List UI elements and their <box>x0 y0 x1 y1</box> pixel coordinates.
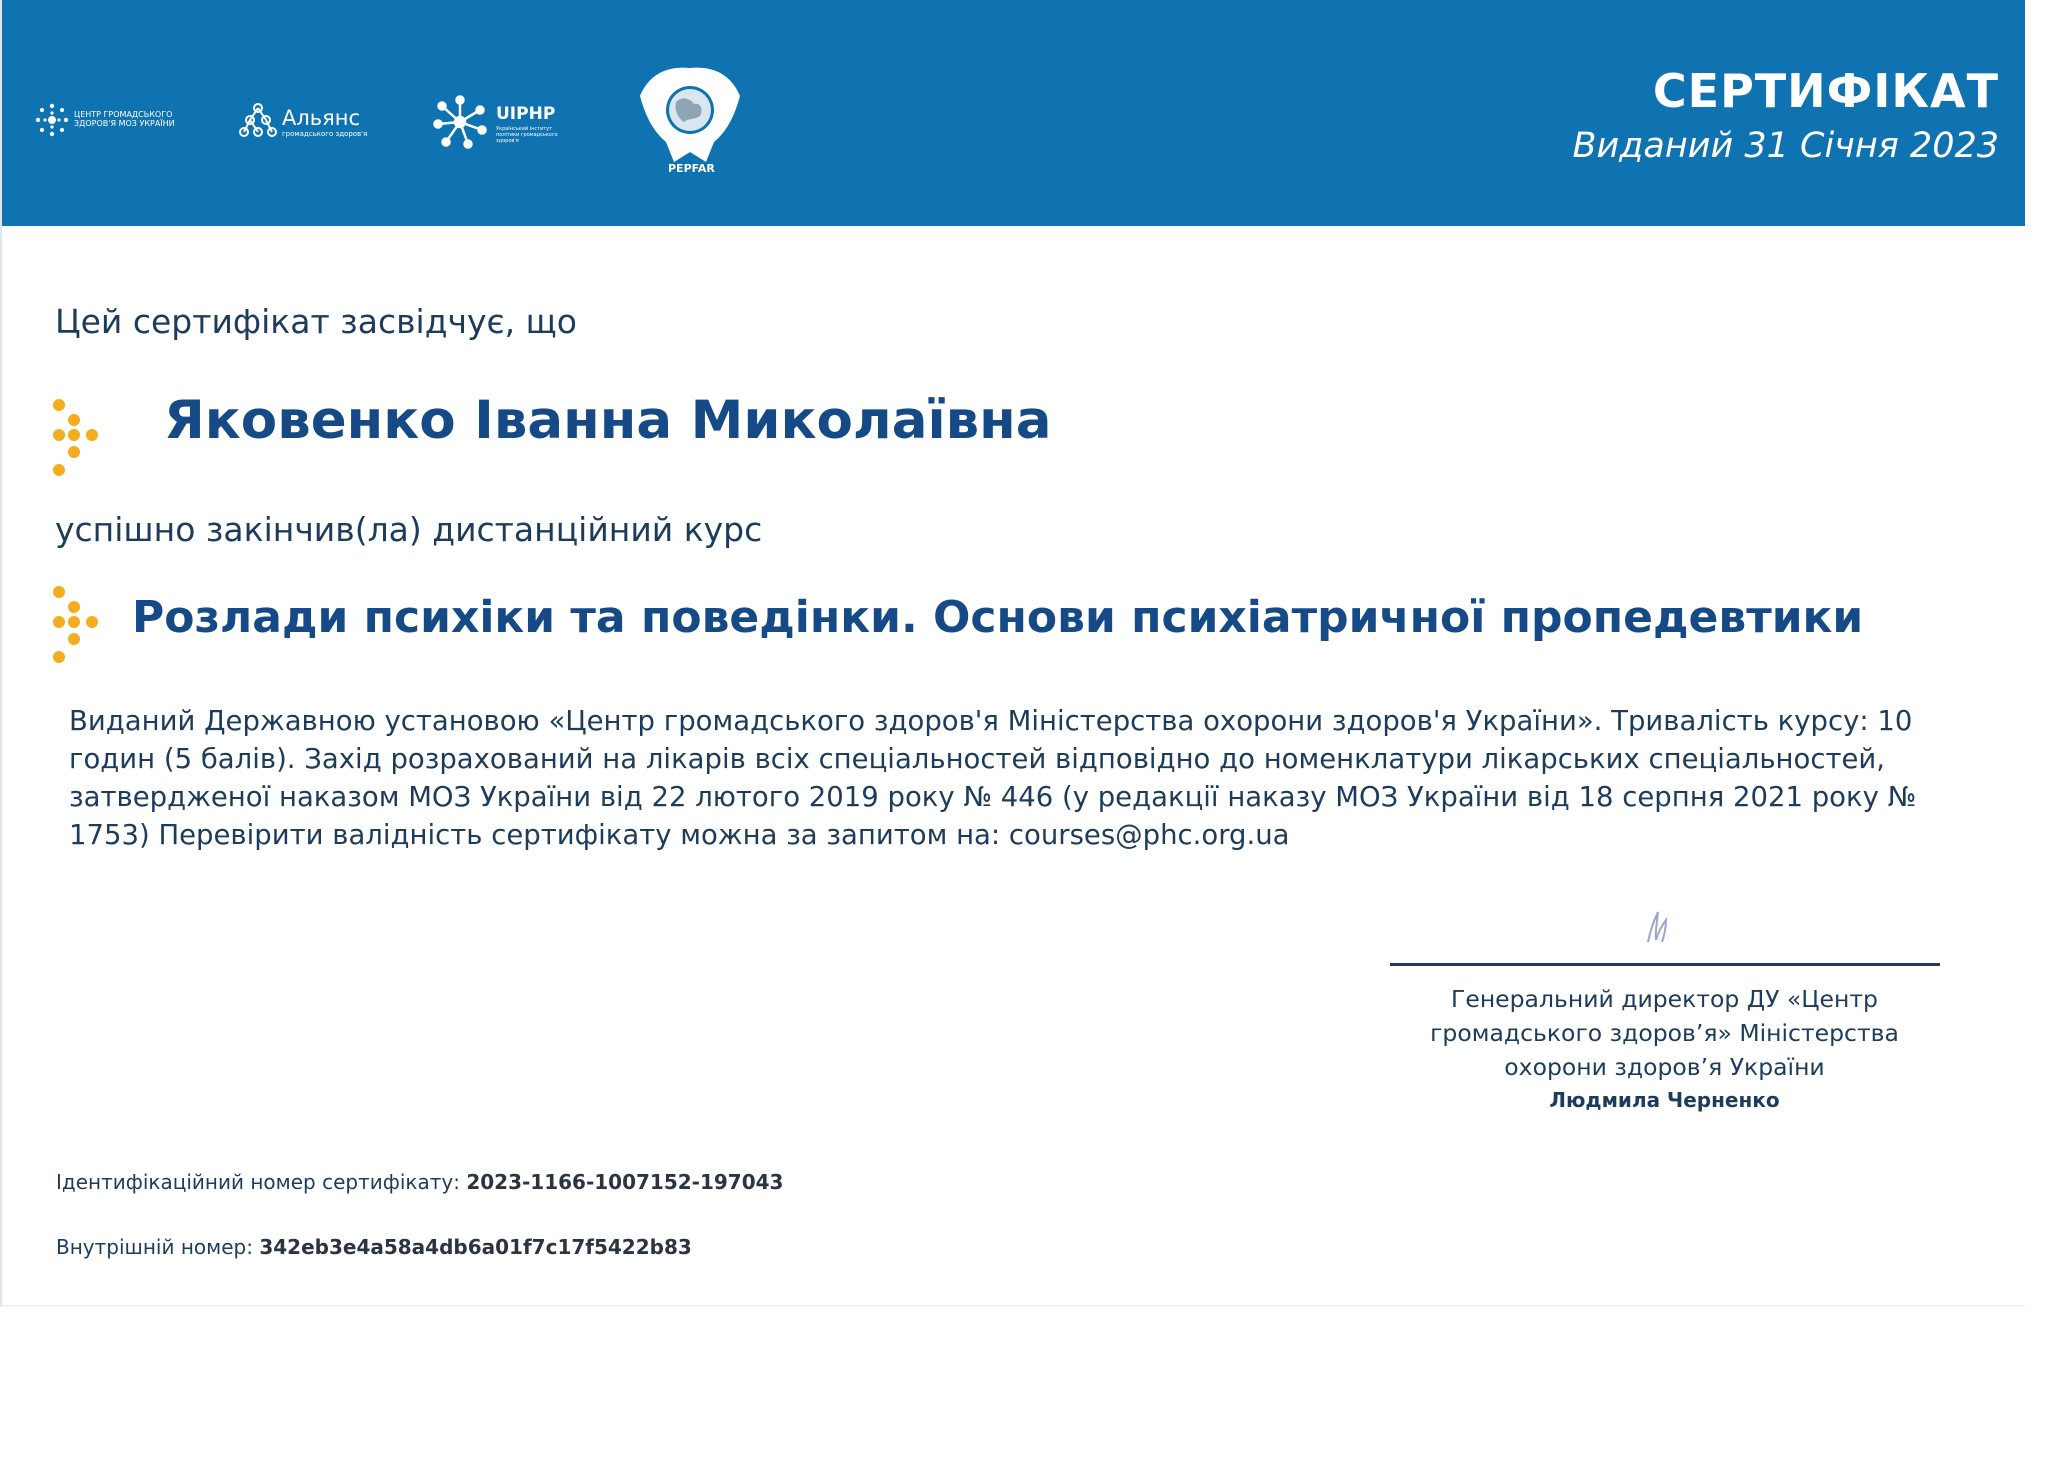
alliance-molecule-icon <box>238 102 278 138</box>
certifies-text: Цей сертифікат засвідчує, що <box>55 302 577 341</box>
issue-date: Виданий 31 Січня 2023 <box>1572 126 1999 166</box>
uiphp-logo-subtitle: Український інститут політики громадського здоров'я <box>496 126 558 144</box>
completed-text: успішно закінчив(ла) дистанційний курс <box>55 510 763 549</box>
course-title: Розлади психіки та поведінки. Основи психіатричної пропедевтики <box>132 592 1864 643</box>
pepfar-seal-icon <box>630 58 750 178</box>
name-bullet-dots-icon <box>52 398 102 480</box>
phc-logo <box>32 100 175 144</box>
pepfar-logo <box>630 58 750 182</box>
certificate-title: СЕРТИФІКАТ <box>1652 64 1999 118</box>
signature-image <box>1642 906 1672 948</box>
course-description: Виданий Державною установою «Центр громадського здоров'я Міністерства охорони здоров'я України». Тривалість курсу: 10 годин (5 балів). Захід розрахований на лікарів всіх спеціальностей відповідно до номенклатури лікарських спеціальностей, затвердженої наказом МОЗ України від 22 лютого 2019 року № 446 (у редакції наказу МОЗ України від 18 серпня 2021 року № 1753) Перевірити валідність сертифікату можна за запитом на: courses@phc.org.ua <box>69 705 1917 851</box>
signer-title: Генеральний директор ДУ «Центр громадського здоров’я» Міністерства охорони здоров’я України <box>1430 985 1899 1081</box>
certificate-id-value: 2023-1166-1007152-197043 <box>466 1170 784 1194</box>
alliance-logo-subtitle: громадського здоров'я <box>282 130 368 138</box>
certificate-id-line <box>56 1170 783 1194</box>
certificate-id-label: Ідентифікаційний номер сертифікату: <box>56 1170 460 1194</box>
uiphp-network-icon <box>432 94 488 150</box>
alliance-logo-name: Альянс <box>282 106 361 130</box>
signer-name: Людмила Черненко <box>1549 1088 1780 1112</box>
phc-logo-text: ЦЕНТР ГРОМАДСЬКОГО ЗДОРОВ'Я МОЗ УКРАЇНИ <box>74 110 175 128</box>
alliance-logo <box>238 102 368 142</box>
phc-emblem-icon <box>32 100 72 140</box>
internal-id-line <box>56 1235 692 1259</box>
pepfar-logo-name: PEPFAR <box>668 162 715 175</box>
course-bullet-dots-icon <box>52 585 102 667</box>
certificate-header <box>2 0 2025 226</box>
uiphp-logo <box>432 94 558 154</box>
internal-id-value: 342eb3e4a58a4db6a01f7c17f5422b83 <box>259 1235 692 1259</box>
recipient-name: Яковенко Іванна Миколаївна <box>164 390 1052 451</box>
internal-id-label: Внутрішній номер: <box>56 1235 253 1259</box>
signature-line <box>1390 963 1940 966</box>
uiphp-logo-name: UIPHP <box>496 104 556 124</box>
